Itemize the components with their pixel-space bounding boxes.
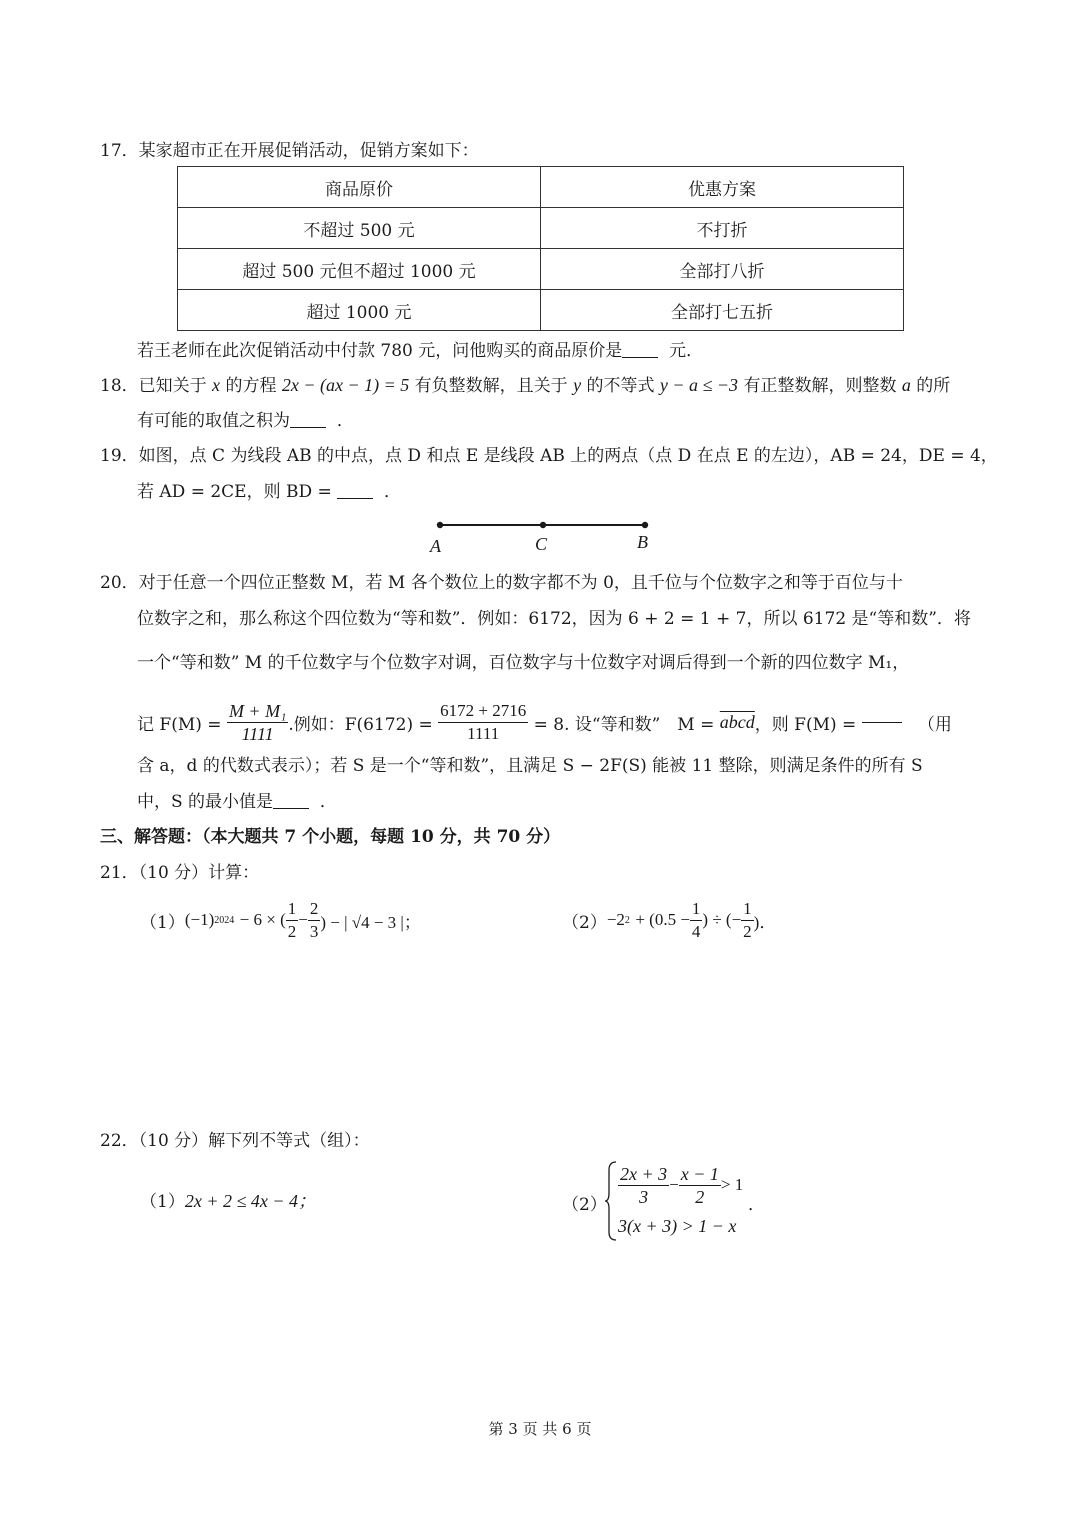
answer-blank [862,721,902,723]
q19-end: ． [384,482,401,502]
system-line1 [618,1160,743,1210]
q20-text: 位数字之和，那么称这个四位数为“等和数”．例如：6172，因为 6 + 2 = 1 + 7，所以 6172 是“等和数”．将 [137,609,971,629]
math-expr: 2x + 2 ≤ 4x − 4； [184,1191,316,1211]
q18-line2 [137,410,354,432]
q19-text: 如图，点 C 为线段 AB 的中点，点 D 和点 E 是线段 AB 上的两点（点 D 在点 E 的左边），AB = 24，DE = 4， [138,446,998,466]
q20-text: 记 F(M) = [137,714,222,735]
table-cell: 超过 500 元但不超过 1000 元 [178,249,541,290]
math-expr: ) − | √4 − 3 |； [320,912,421,932]
q18-text: 有可能的取值之积为 [137,411,290,431]
exponent: 2024 [214,914,235,926]
segment-figure [425,512,665,558]
q21-header: 21．（10 分）计算： [100,863,260,883]
q21-part1 [140,895,421,945]
q17-text: 某家超市正在开展促销活动，促销方案如下： [138,141,479,161]
point-b-dot [642,522,648,528]
fraction-numerator: 2 [308,898,321,921]
q18-text: 有正整数解，则整数 [743,376,897,396]
page-footer: 第 3 页 共 6 页 [488,1420,592,1438]
q18-text: 的所 [916,376,951,396]
q17-number: 17． [100,141,139,161]
q18-equation: 2x − (ax − 1) = 5 [281,375,410,395]
q19-text: 若 AD = 2CE，则 BD = [137,482,332,502]
q21-part2 [562,895,776,945]
point-a-label: A [430,536,441,556]
q20-text: ，则 F(M) = [754,714,857,735]
fraction-denominator: 3 [309,921,319,941]
table-row [178,290,904,331]
table-header-row [178,167,904,208]
fraction [286,898,299,943]
q18-line1 [100,374,950,397]
promo-table [177,166,904,331]
q19-number: 19． [100,446,139,466]
q20-text: = 8. 设“等和数” M = [533,714,715,735]
fraction [308,898,321,943]
q18-inequality: y − a ≤ −3 [659,375,739,395]
exponent: 2 [624,914,630,926]
math-expr: )． [753,912,777,932]
fraction-denominator: 1111 [241,723,274,744]
math-expr: −2 [606,910,625,929]
fraction [741,898,754,943]
q22-header: 22．（10 分）解下列不等式（组）： [100,1131,370,1151]
q20-text: 含 a，d 的代数式表示）；若 S 是一个“等和数”，且满足 S − 2F(S) 能被 11 整除，则满足条件的所有 S [137,756,923,776]
q20-line6 [137,791,337,813]
part-label: （1） [140,1192,185,1212]
fraction [690,898,703,943]
q17-question-end: 元． [669,341,704,361]
q20-text: （用 [917,714,952,735]
q18-number: 18． [100,376,139,396]
table-cell: 不打折 [541,208,904,249]
table-cell: 超过 1000 元 [178,290,541,331]
fraction [679,1163,721,1208]
part-label: （2） [562,1195,607,1215]
answer-blank [337,497,373,499]
q17-question [137,340,703,362]
q20-text: 中，S 的最小值是 [137,792,274,812]
math-expr: − 6 × ( [239,910,286,929]
q20-line2 [137,608,971,630]
fraction-denominator: 3 [639,1186,649,1207]
q17-question-text: 若王老师在此次促销活动中付款 780 元，问他购买的商品原价是 [137,341,623,361]
math-expr: (−1) [184,910,215,929]
q18-var: x [212,375,221,395]
math-expr: − [298,910,308,929]
fraction-numerator: 1 [286,898,299,921]
left-brace-icon [604,1160,618,1242]
q20-text: 对于任意一个四位正整数 M，若 M 各个数位上的数字都不为 0，且千位与个位数字之和等于百位与十 [138,573,903,593]
q19-line1 [100,445,998,467]
fraction-denominator: 2 [695,1186,705,1207]
q20-line4 [137,696,952,748]
q17 [100,140,479,162]
q20-line1 [100,572,903,594]
q18-var: a [901,375,911,395]
abcd-overline: abcd [719,711,755,732]
q20-line3 [137,652,909,674]
fraction-numerator: x − 1 [680,1163,719,1184]
q18-text: 的方程 [225,376,277,396]
point-a-dot [437,522,443,528]
fraction-denominator: 2 [287,921,297,941]
q20-text: 一个“等和数” M 的千位数字与个位数字对调，百位数字与十位数字对调后得到一个新的四位数字 M₁， [137,653,910,673]
point-b-label: B [637,532,648,552]
q18-text: 已知关于 [138,376,207,396]
q18-text: 有负整数解，且关于 [414,376,568,396]
table-cell: 不超过 500 元 [178,208,541,249]
q18-var: y [573,375,582,395]
table-header-cell: 商品原价 [178,167,541,208]
table-header-cell: 优惠方案 [541,167,904,208]
q20-text: .例如：F(6172) = [288,714,433,735]
table-cell: 全部打八折 [541,249,904,290]
fraction-numerator: M + M₁ [228,700,287,721]
fraction-denominator: 4 [691,921,701,941]
fraction-numerator: 1 [741,898,754,921]
part-label: （1） [140,912,185,933]
answer-blank [622,356,658,358]
q22-part1 [140,1190,316,1213]
section-title: 三、解答题：（本大题共 7 个小题，每题 10 分，共 70 分） [100,827,561,847]
fraction [618,1163,669,1208]
table-cell: 全部打七五折 [541,290,904,331]
q19-line2 [137,481,401,503]
q20-line5 [137,755,923,777]
answer-blank [273,807,309,809]
fraction-denominator: 1111 [467,723,500,743]
system-line2: 3(x + 3) > 1 − x [618,1216,737,1236]
part-label: （2） [562,912,607,933]
math-expr: ) ÷ (− [702,910,742,929]
answer-blank [290,426,326,428]
fraction [438,700,528,745]
fraction [227,700,288,745]
table-row [178,249,904,290]
fraction-numerator: 6172 + 2716 [438,700,528,723]
point-c-dot [540,522,546,528]
q20-number: 20． [100,573,139,593]
q20-end: ． [319,792,337,812]
point-c-label: C [535,534,548,554]
fraction-denominator: 2 [743,921,752,941]
system-end: ． [748,1195,765,1215]
table-row [178,208,904,249]
fraction-numerator: 2x + 3 [620,1163,668,1184]
q18-end: ． [336,411,354,431]
math-expr: > 1 [720,1175,744,1194]
math-expr: + (0.5 − [635,910,690,929]
math-expr: − [669,1175,679,1194]
fraction-numerator: 1 [690,898,703,921]
q18-text: 的不等式 [586,376,655,396]
